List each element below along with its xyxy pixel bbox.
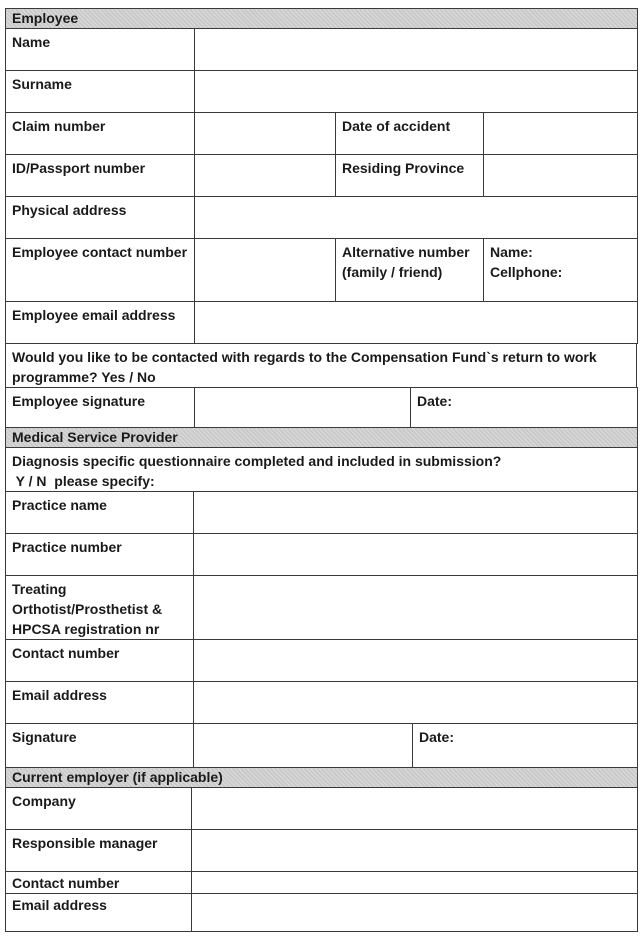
employee-signature-label: Employee signature (6, 388, 195, 428)
alternative-contact-cell[interactable] (484, 239, 638, 302)
alt-name-label: Name: (490, 244, 533, 260)
surname-label: Surname (6, 71, 195, 113)
employer-email-label: Email address (6, 894, 192, 932)
physical-address-label: Physical address (6, 197, 195, 239)
date-of-accident-label: Date of accident (336, 113, 484, 155)
section-heading-medical: Medical Service Provider (6, 428, 638, 448)
section-heading-employee: Employee (6, 9, 638, 29)
treating-practitioner-label: Treating Orthotist/Prosthetist & HPCSA registration nr (6, 576, 194, 640)
section-heading-employer: Current employer (if applicable) (6, 768, 638, 788)
residing-province-field[interactable] (484, 155, 638, 197)
practice-number-label: Practice number (6, 534, 194, 576)
claim-number-field[interactable] (195, 113, 336, 155)
employee-email-field[interactable] (195, 302, 638, 344)
physical-address-field[interactable] (195, 197, 638, 239)
surname-field[interactable] (195, 71, 638, 113)
employer-section (5, 767, 638, 932)
medical-email-label: Email address (6, 682, 194, 724)
employee-email-label: Employee email address (6, 302, 195, 344)
medical-signature-table (5, 723, 638, 768)
name-label: Name (6, 29, 195, 71)
employer-contact-number-field[interactable] (192, 872, 638, 894)
id-passport-label: ID/Passport number (6, 155, 195, 197)
employer-email-field[interactable] (192, 894, 638, 932)
employee-date-cell[interactable] (411, 388, 638, 428)
employer-contact-number-label: Contact number (6, 872, 192, 894)
employee-contact-number-field[interactable] (195, 239, 336, 302)
responsible-manager-field[interactable] (192, 830, 638, 872)
alt-cellphone-label: Cellphone: (490, 264, 563, 280)
questionnaire-cell[interactable] (6, 448, 638, 492)
practice-name-label: Practice name (6, 492, 194, 534)
medical-date-label: Date: (419, 729, 455, 745)
medical-contact-number-label: Contact number (6, 640, 194, 682)
claim-form (5, 8, 637, 932)
return-to-work-table (5, 343, 637, 388)
alternative-number-label: Alternative number (family / friend) (336, 239, 484, 302)
claim-number-label: Claim number (6, 113, 195, 155)
return-to-work-question[interactable]: Would you like to be contacted with regards to the Compensation Fund`s return to work programme? Yes / No (6, 344, 637, 388)
employee-signature-field[interactable] (195, 388, 411, 428)
practice-number-field[interactable] (194, 534, 638, 576)
date-of-accident-field[interactable] (484, 113, 638, 155)
employee-contact-number-label: Employee contact number (6, 239, 195, 302)
residing-province-label: Residing Province (336, 155, 484, 197)
company-field[interactable] (192, 788, 638, 830)
questionnaire-question: Diagnosis specific questionnaire completed and included in submission? (12, 453, 502, 469)
company-label: Company (6, 788, 192, 830)
medical-contact-number-field[interactable] (194, 640, 638, 682)
employee-signature-table (5, 387, 638, 428)
medical-signature-label: Signature (6, 724, 194, 768)
medical-email-field[interactable] (194, 682, 638, 724)
questionnaire-answer-prompt: Y / N please specify: (12, 473, 155, 489)
medical-section (5, 427, 638, 724)
responsible-manager-label: Responsible manager (6, 830, 192, 872)
employee-section (5, 8, 638, 344)
medical-signature-field[interactable] (194, 724, 413, 768)
medical-date-cell[interactable] (413, 724, 638, 768)
treating-practitioner-field[interactable] (194, 576, 638, 640)
id-passport-field[interactable] (195, 155, 336, 197)
practice-name-field[interactable] (194, 492, 638, 534)
employee-date-label: Date: (417, 393, 453, 409)
name-field[interactable] (195, 29, 638, 71)
